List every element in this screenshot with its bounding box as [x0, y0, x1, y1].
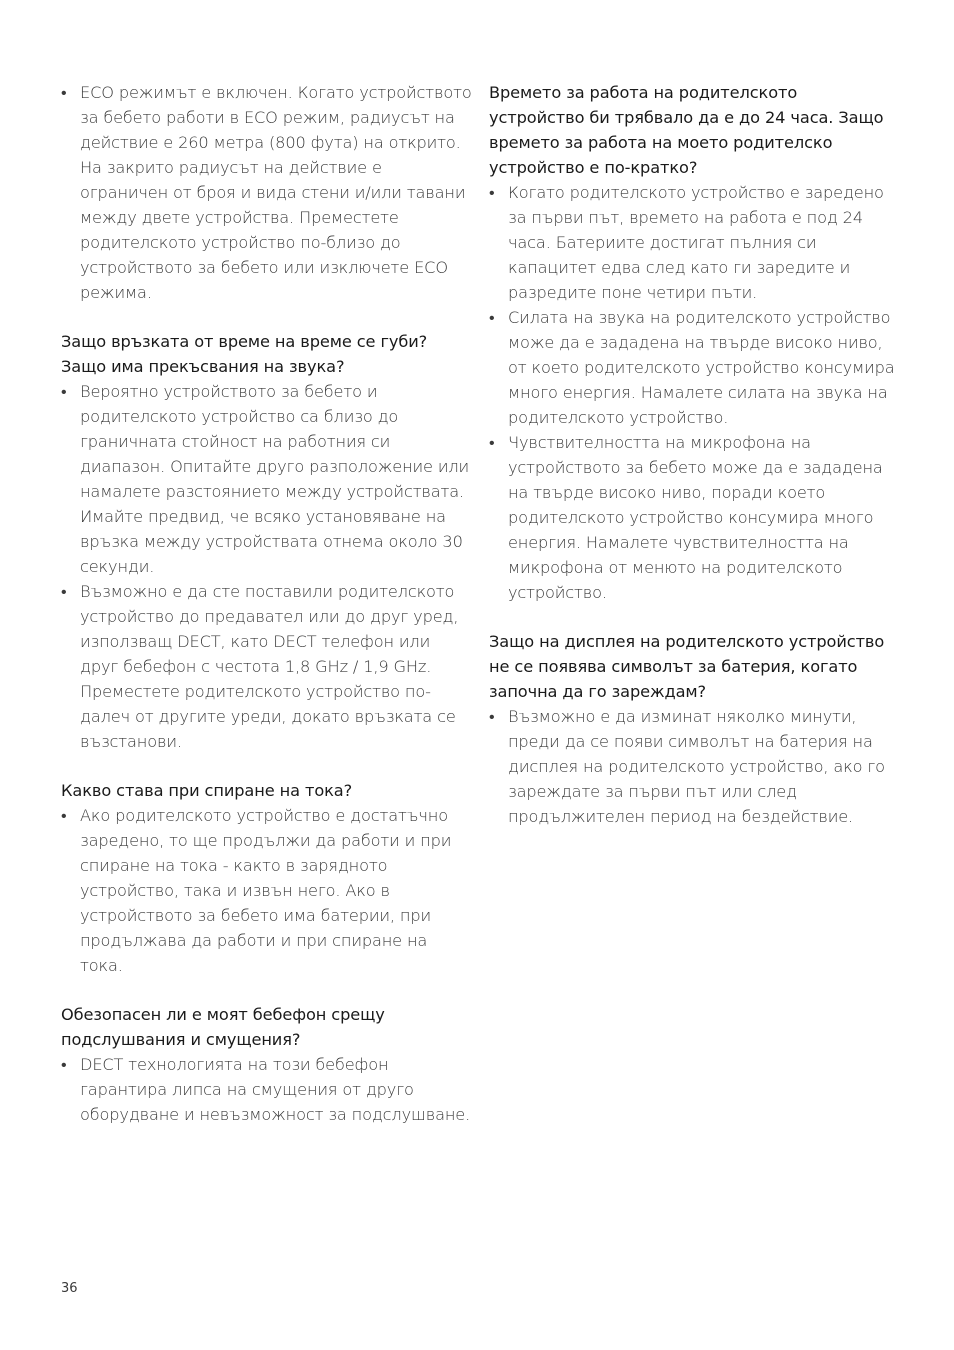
bullet-list — [489, 180, 895, 605]
bullet-icon: • — [61, 806, 67, 825]
list-item-text: Възможно е да изминат няколко минути, преди да се появи символът на батерия на дисплея на родителското устройство, ако го зареждате за първи път или след продължителен период на бездействие. — [508, 707, 885, 826]
list-item-text: Вероятно устройството за бебето и родителското устройство са близо до граничната стойност на работния си диапазон. Опитайте друго разположение или намалете разстоянието между устройствата. Имайте предвид, че всяко установяване на връзка между устройствата отнема около 30 секунди. — [80, 382, 470, 576]
page-number: 36 — [61, 1281, 78, 1296]
section-eavesdropping — [61, 1002, 473, 1127]
list-item-text: Чувствителността на микрофона на устройството за бебето може да е зададена на твърде високо ниво, поради което родителското устройство консумира много енергия. Намалете чувствителността на микрофона от менюто на родителското устройство. — [508, 433, 883, 602]
bullet-list — [61, 1052, 473, 1127]
section-heading: Времето за работа на родителското устройство би трябвало да е до 24 часа. Защо времето за работа на моето родителско устройство е по-кратко? — [489, 83, 884, 177]
bullet-icon: • — [489, 433, 495, 452]
list-item-text: Възможно е да сте поставили родителското устройство до предавател или до друг уред, използващ DECT, като DECT телефон или друг бебефон с честота 1,8 GHz / 1,9 GHz. Преместете родителското устройство по-далеч от другите уреди, докато връзката се възстанови. — [80, 582, 459, 751]
section-eco-mode — [61, 80, 473, 305]
bullet-icon: • — [61, 83, 67, 102]
bullet-icon: • — [61, 382, 67, 401]
bullet-list — [61, 803, 473, 978]
list-item-text: Силата на звука на родителското устройство може да е зададена на твърде високо ниво, от което родителското устройство консумира много енергия. Намалете силата на звука на родителското устройство. — [508, 308, 895, 427]
left-column — [61, 80, 473, 1151]
section-power-outage — [61, 778, 473, 978]
list-item — [489, 430, 895, 605]
list-item — [61, 803, 473, 978]
section-connection-lost — [61, 329, 473, 754]
list-item — [61, 1052, 473, 1127]
section-operating-time — [489, 80, 895, 605]
list-item — [61, 80, 473, 305]
list-item-text: ECO режимът е включен. Когато устройството за бебето работи в ECO режим, радиусът на действие е 260 метра (800 фута) на открито. На закрито радиусът на действие е ограничен от броя и вида стени и/или тавани между двете устройства. Преместете родителското устройство по-близо до устройството за бебето или изключете ECO режима. — [80, 83, 472, 302]
list-item — [489, 305, 895, 430]
bullet-icon: • — [489, 183, 495, 202]
bullet-list — [489, 704, 895, 829]
section-heading: Защо на дисплея на родителското устройство не се появява символът за батерия, когато започна да го зареждам? — [489, 632, 885, 701]
bullet-list — [61, 80, 473, 305]
right-column — [489, 80, 895, 853]
list-item — [489, 704, 895, 829]
section-heading: Какво става при спиране на тока? — [61, 781, 353, 800]
list-item-text: Когато родителското устройство е заредено за първи път, времето на работа е под 24 часа. Батериите достигат пълния си капацитет едва след като ги заредите и разредите поне четири пъти. — [508, 183, 884, 302]
list-item — [489, 180, 895, 305]
list-item — [61, 579, 473, 754]
bullet-icon: • — [489, 308, 495, 327]
bullet-list — [61, 379, 473, 754]
section-heading: Защо връзката от време на време се губи? Защо има прекъсвания на звука? — [61, 332, 428, 376]
list-item-text: Ако родителското устройство е достатъчно заредено, то ще продължи да работи и при спиране на тока - както в зарядното устройство, така и извън него. Ако в устройството за бебето има батерии, при продължава да работи и при спиране на тока. — [80, 806, 452, 975]
section-heading: Обезопасен ли е моят бебефон срещу подслушвания и смущения? — [61, 1005, 385, 1049]
section-battery-symbol — [489, 629, 895, 829]
list-item — [61, 379, 473, 579]
bullet-icon: • — [61, 582, 67, 601]
bullet-icon: • — [489, 707, 495, 726]
list-item-text: DECT технологията на този бебефон гарантира липса на смущения от друго оборудване и невъзможност за подслушване. — [80, 1055, 471, 1124]
bullet-icon: • — [61, 1055, 67, 1074]
